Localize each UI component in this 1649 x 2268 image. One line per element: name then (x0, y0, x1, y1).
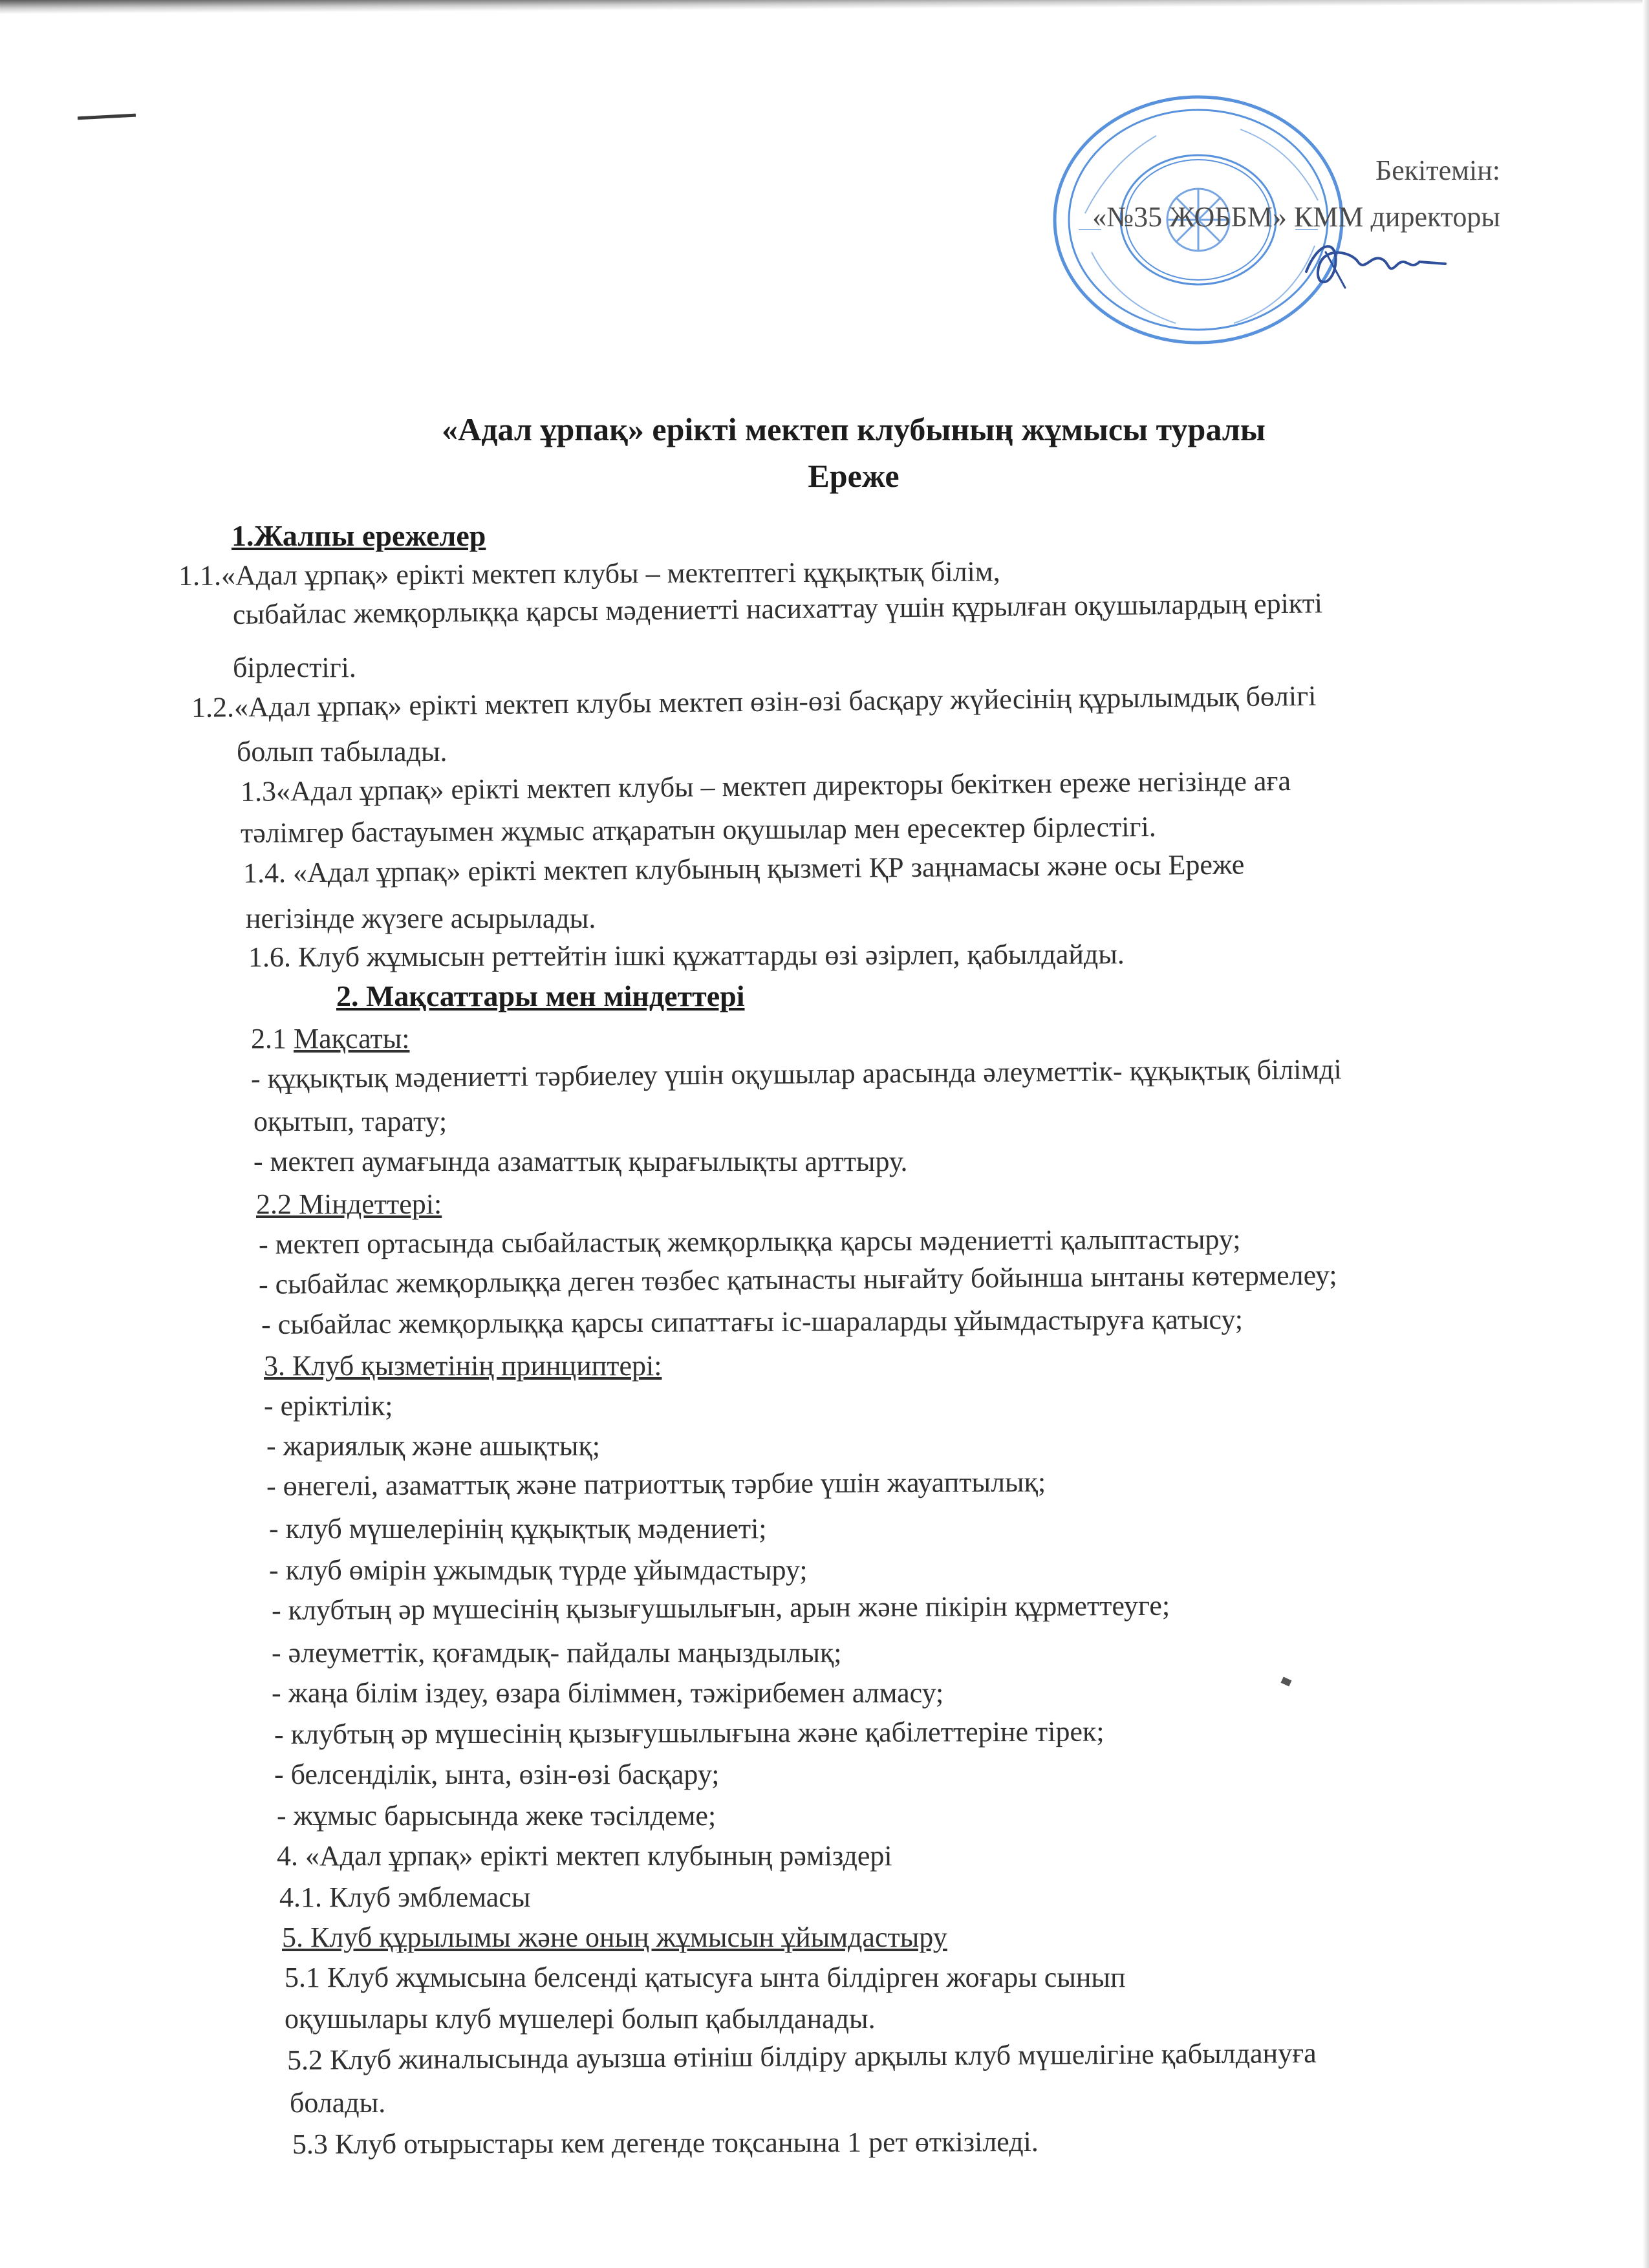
para-1-4-line-2: негізінде жүзеге асырылады. (246, 903, 596, 934)
para-1-1-line-3: бірлестігі. (233, 652, 356, 683)
principle-1: - еріктілік; (264, 1390, 393, 1422)
signature-icon (1300, 226, 1449, 297)
section-1-heading: 1.Жалпы ережелер (232, 519, 486, 552)
para-2-1-line-2: оқытып, тарату; (253, 1106, 447, 1137)
document-subtitle: Ереже (808, 458, 900, 494)
para-1-1-line-2: сыбайлас жемқорлыққа қарсы мәдениетті насихаттау үшін құрылған оқушылардың ерікті (232, 587, 1323, 630)
para-1-4-line-1: 1.4. «Адал ұрпақ» ерікті мектеп клубының қызметі ҚР заңнамасы және осы Ереже (242, 848, 1245, 889)
principle-11: - жұмыс барысында жеке тәсілдеме; (277, 1800, 717, 1832)
principle-6: - клубтың әр мүшесінің қызығушылығын, арын және пікірін құрметтеуге; (271, 1589, 1170, 1626)
para-2-2-line-1: - мектеп ортасында сыбайластық жемқорлыққа қарсы мәдениетті қалыптастыру; (258, 1223, 1241, 1260)
principle-8: - жаңа білім іздеу, өзара біліммен, тәжірибемен алмасу; (272, 1677, 944, 1709)
scan-edge-top (0, 0, 1649, 14)
document-title-block (0, 406, 1649, 499)
para-4-1: 4.1. Клуб эмблемасы (279, 1881, 531, 1913)
para-2-1-line-3: - мектеп аумағында азаматтық қырағылықты арттыру. (253, 1146, 908, 1177)
approval-line-1: Бекітемін: (1375, 155, 1500, 186)
para-5-2-line-2: болады. (290, 2087, 386, 2119)
para-5-2-line-1: 5.2 Клуб жиналысында ауызша өтініш білдіру арқылы клуб мүшелігіне қабылдануға (286, 2037, 1317, 2076)
para-2-1-label: Мақсаты: (294, 1023, 410, 1054)
para-2-2-line-3: - сыбайлас жемқорлыққа қарсы сипаттағы іс-шараларды ұйымдастыруға қатысу; (261, 1303, 1244, 1340)
para-1-3-line-1: 1.3«Адал ұрпақ» ерікті мектеп клубы – мектеп директоры бекіткен ереже негізінде аға (240, 764, 1291, 808)
para-1-3-line-2: тәлімгер бастауымен жұмыс атқаратын оқушылар мен ересектер бірлестігі. (240, 811, 1156, 849)
principle-10: - белсенділік, ынта, өзін-өзі басқару; (274, 1759, 720, 1790)
principle-2: - жариялық және ашықтық; (266, 1430, 601, 1462)
principle-5: - клуб өмірін ұжымдық түрде ұйымдастыру; (269, 1554, 808, 1586)
para-5-1-line-1: 5.1 Клуб жұмысына белсенді қатысуға ынта білдірген жоғары сынып (285, 1962, 1126, 1993)
section-4-heading: 4. «Адал ұрпақ» ерікті мектеп клубының рәміздері (277, 1840, 892, 1872)
para-2-1-line-1: - құқықтық мәдениетті тәрбиелеу үшін оқушылар арасында әлеуметтік- құқықтық білімді (250, 1053, 1342, 1095)
para-1-6: 1.6. Клуб жұмысын реттейтін ішкі құжаттарды өзі әзірлеп, қабылдайды. (248, 938, 1125, 973)
para-2-2-heading: 2.2 Міндеттері: (256, 1188, 442, 1220)
para-1-2-line-2: болып табылады. (237, 736, 447, 767)
stray-mark (1281, 1677, 1292, 1687)
para-1-1-line-1: 1.1.«Адал ұрпақ» ерікті мектеп клубы – мектептегі құқықтық білім, (178, 555, 1000, 592)
principle-4: - клуб мүшелерінің құқықтық мәдениеті; (269, 1513, 767, 1545)
para-5-3: 5.3 Клуб отырыстары кем дегенде тоқсанына 1 рет өткізіледі. (292, 2125, 1039, 2160)
margin-dash-mark (78, 114, 136, 120)
para-2-1-heading: 2.1 Мақсаты: (251, 1023, 410, 1054)
section-5-heading: 5. Клуб құрылымы және оның жұмысын ұйымдастыру (282, 1921, 947, 1953)
principle-7: - әлеуметтік, қоғамдық- пайдалы маңыздылық; (272, 1637, 842, 1669)
section-2-heading: 2. Мақсаттары мен міндеттері (336, 979, 745, 1012)
approval-line-2: «№35 ЖОББМ» КММ директоры (1092, 201, 1500, 233)
section-3-heading: 3. Клуб қызметінің принциптері: (264, 1350, 662, 1382)
para-5-1-line-2: оқушылары клуб мүшелері болып қабылданады. (285, 2003, 876, 2035)
document-title: «Адал ұрпақ» ерікті мектеп клубының жұмысы туралы (442, 411, 1266, 447)
scan-edge-right (1643, 0, 1649, 2268)
principle-3: - өнегелі, азаматтық және патриоттық тәрбие үшін жауаптылық; (266, 1466, 1046, 1502)
para-1-2-line-1: 1.2.«Адал ұрпақ» ерікті мектеп клубы мектеп өзін-өзі басқару жүйесінің құрылымдық бөлігі (191, 679, 1317, 723)
principle-9: - клубтың әр мүшесінің қызығушылығына және қабілеттеріне тірек; (274, 1715, 1105, 1750)
para-2-2-line-2: - сыбайлас жемқорлыққа деген төзбес қатынасты нығайту бойынша ынтаны көтермелеу; (258, 1259, 1337, 1300)
